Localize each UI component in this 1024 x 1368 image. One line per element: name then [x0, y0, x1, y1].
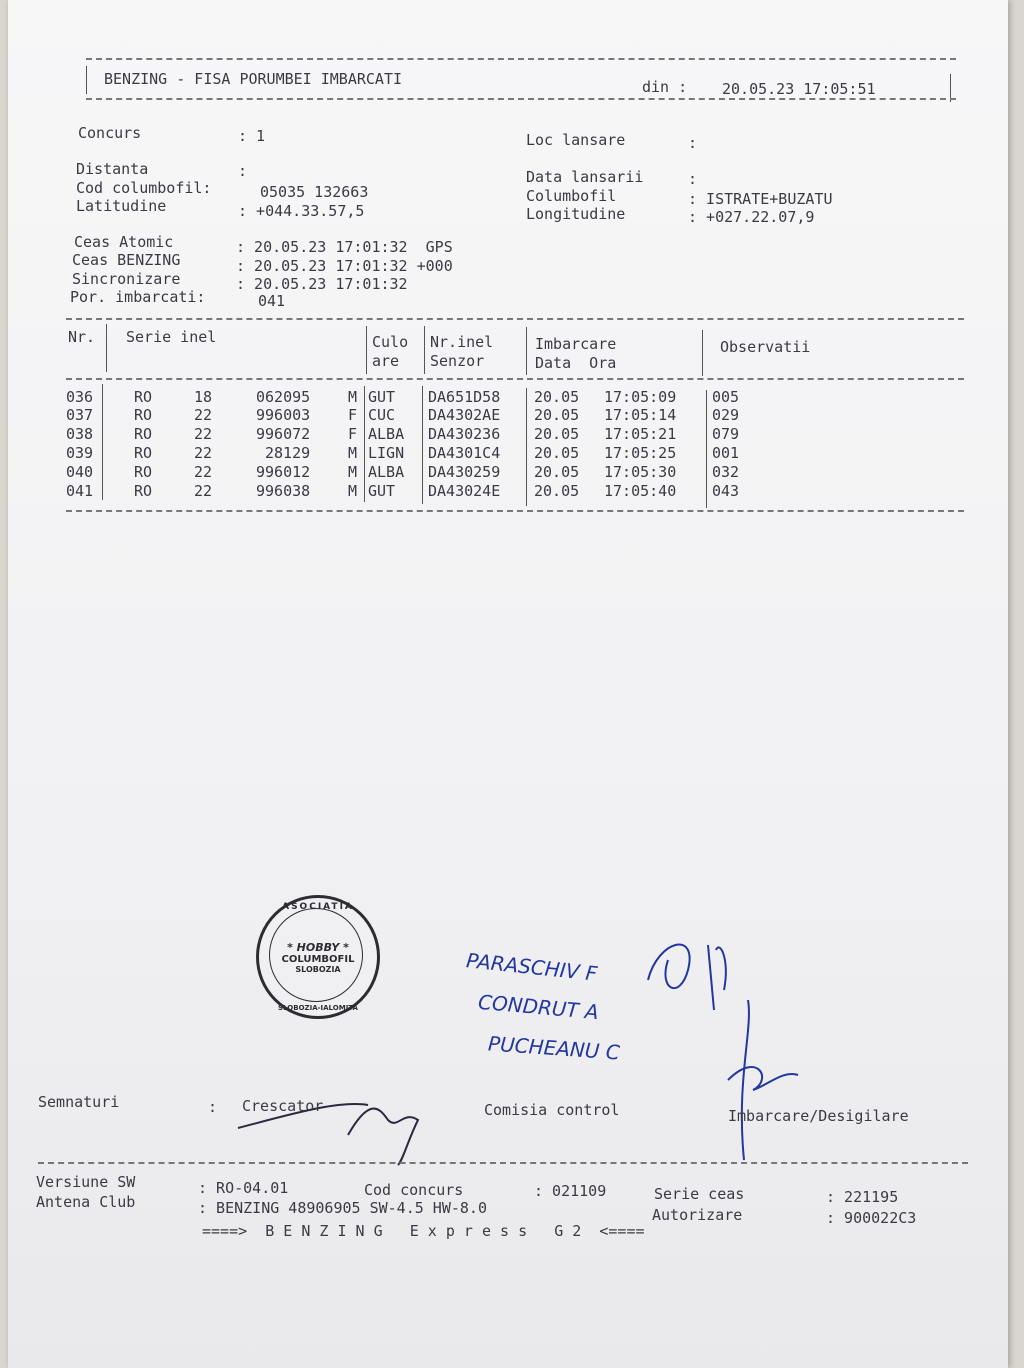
- cell-senzor: DA4302AE: [428, 406, 501, 424]
- porumbei-imbarcati-value: 041: [258, 292, 286, 310]
- distanta-value: :: [238, 162, 248, 180]
- cell-tara: RO: [134, 388, 153, 406]
- cell-cul: GUT: [368, 482, 396, 500]
- cell-an: 22: [194, 444, 213, 462]
- cell-data: 20.05: [534, 444, 580, 462]
- latitudine-label: Latitudine: [76, 197, 167, 215]
- stamp-line-1: * HOBBY *: [287, 940, 349, 954]
- cell-data: 20.05: [534, 388, 580, 406]
- serie-ceas-value: : 221195: [826, 1188, 899, 1206]
- cell-tara: RO: [134, 444, 153, 462]
- cell-tara: RO: [134, 406, 153, 424]
- col-header-nrinel-1: Nr.inel: [430, 333, 494, 351]
- cell-cul: ALBA: [368, 463, 405, 481]
- cell-obs: 001: [712, 444, 740, 462]
- cell-senzor: DA43024E: [428, 482, 501, 500]
- cod-columbofil-value: 05035 132663: [260, 183, 369, 201]
- longitudine-value: : +027.22.07,9: [688, 208, 815, 226]
- data-lansarii-value: :: [688, 170, 698, 188]
- cell-serie: 996072: [256, 425, 311, 443]
- cell-data: 20.05: [534, 425, 580, 443]
- serie-ceas-label: Serie ceas: [654, 1185, 745, 1203]
- sincronizare-label: Sincronizare: [72, 270, 181, 288]
- col-header-nrinel-2: Senzor: [430, 352, 485, 370]
- cell-sex: M: [348, 444, 358, 462]
- cell-tara: RO: [134, 482, 153, 500]
- cell-an: 18: [194, 388, 213, 406]
- document-title: BENZING - FISA PORUMBEI IMBARCATI: [104, 70, 403, 88]
- antena-club-label: Antena Club: [36, 1193, 136, 1211]
- cell-sex: F: [348, 406, 358, 424]
- cell-ora: 17:05:25: [604, 444, 677, 462]
- longitudine-label: Longitudine: [526, 205, 626, 223]
- ceas-atomic-label: Ceas Atomic: [74, 233, 174, 251]
- cell-tara: RO: [134, 463, 153, 481]
- ceas-benzing-value: : 20.05.23 17:01:32 +000: [236, 257, 453, 275]
- cell-sex: M: [348, 463, 358, 481]
- loc-lansare-value: :: [688, 134, 698, 152]
- cod-concurs-label: Cod concurs: [364, 1181, 464, 1199]
- cell-obs: 043: [712, 482, 740, 500]
- signature-commission: [648, 945, 726, 1010]
- document-page: [8, 0, 1008, 1368]
- cell-nr: 037: [66, 406, 94, 424]
- loc-lansare-label: Loc lansare: [526, 131, 626, 149]
- cell-tara: RO: [134, 425, 153, 443]
- cell-data: 20.05: [534, 482, 580, 500]
- brand-line: ====> B E N Z I N G E x p r e s s G 2 <====: [202, 1222, 645, 1240]
- autorizare-label: Autorizare: [652, 1206, 743, 1224]
- din-label: din :: [642, 78, 688, 96]
- cell-obs: 005: [712, 388, 740, 406]
- cell-an: 22: [194, 406, 213, 424]
- cell-nr: 038: [66, 425, 94, 443]
- cell-ora: 17:05:14: [604, 406, 677, 424]
- cell-senzor: DA4301C4: [428, 444, 501, 462]
- cell-senzor: DA430236: [428, 425, 501, 443]
- cod-concurs-value: : 021109: [534, 1182, 607, 1200]
- col-header-observatii: Observatii: [720, 338, 811, 356]
- ceas-benzing-label: Ceas BENZING: [72, 251, 181, 269]
- cell-sex: M: [348, 482, 358, 500]
- cell-obs: 032: [712, 463, 740, 481]
- col-header-serie: Serie inel: [126, 328, 217, 346]
- col-header-culoare-1: Culo: [372, 333, 409, 351]
- handwritten-name-1: PARASCHIV F: [465, 948, 599, 986]
- comisia-control-label: Comisia control: [484, 1101, 620, 1119]
- semnaturi-label: Semnaturi: [38, 1093, 120, 1111]
- sincronizare-value: : 20.05.23 17:01:32: [236, 275, 408, 293]
- concurs-value: : 1: [238, 127, 266, 145]
- data-lansarii-label: Data lansarii: [526, 168, 644, 186]
- cell-ora: 17:05:40: [604, 482, 677, 500]
- signature-embarking: [728, 1000, 798, 1160]
- cell-senzor: DA430259: [428, 463, 501, 481]
- cell-an: 22: [194, 463, 213, 481]
- distanta-label: Distanta: [76, 160, 149, 178]
- handwritten-name-3: PUCHEANU C: [487, 1031, 621, 1065]
- cell-nr: 036: [66, 388, 94, 406]
- cell-serie: 996003: [256, 406, 311, 424]
- cell-cul: LIGN: [368, 444, 405, 462]
- footer-top-border: [38, 1162, 968, 1164]
- cell-cul: CUC: [368, 406, 396, 424]
- versiune-sw-label: Versiune SW: [36, 1173, 136, 1191]
- stamp-line-3: SLOBOZIA: [295, 964, 341, 974]
- cell-nr: 041: [66, 482, 94, 500]
- cell-sex: M: [348, 388, 358, 406]
- concurs-label: Concurs: [78, 124, 142, 142]
- cell-serie: 062095: [256, 388, 311, 406]
- crescator-label: Crescator: [242, 1097, 324, 1115]
- cell-data: 20.05: [534, 406, 580, 424]
- porumbei-imbarcati-label: Por. imbarcati:: [70, 288, 206, 306]
- cell-obs: 029: [712, 406, 740, 424]
- cell-ora: 17:05:09: [604, 388, 677, 406]
- columbofil-value: : ISTRATE+BUZATU: [688, 190, 833, 208]
- columbofil-label: Columbofil: [526, 187, 617, 205]
- cell-serie: 28129: [265, 444, 311, 462]
- cell-ora: 17:05:21: [604, 425, 677, 443]
- cell-data: 20.05: [534, 463, 580, 481]
- col-header-nr: Nr.: [68, 328, 96, 346]
- col-header-imbarcare-1: Imbarcare: [535, 335, 617, 353]
- cell-cul: GUT: [368, 388, 396, 406]
- col-header-imbarcare-2: Data Ora: [535, 354, 617, 372]
- stamp-line-2: COLUMBOFIL: [281, 953, 355, 965]
- cell-cul: ALBA: [368, 425, 405, 443]
- cod-columbofil-label: Cod columbofil:: [76, 179, 212, 197]
- cell-an: 22: [194, 425, 213, 443]
- cell-serie: 996038: [256, 482, 311, 500]
- col-header-culoare-2: are: [372, 352, 400, 370]
- stamp-top-text: ASOCIATIA: [282, 902, 354, 912]
- cell-sex: F: [348, 425, 358, 443]
- autorizare-value: : 900022C3: [826, 1209, 917, 1227]
- latitudine-value: : +044.33.57,5: [238, 202, 365, 220]
- din-value: 20.05.23 17:05:51: [722, 80, 876, 98]
- versiune-sw-value: : RO-04.01: [198, 1179, 289, 1197]
- ceas-atomic-value: : 20.05.23 17:01:32 GPS: [236, 238, 453, 256]
- stamp-bottom-text: SLOBOZIA-IALOMITA: [278, 1004, 358, 1012]
- cell-ora: 17:05:30: [604, 463, 677, 481]
- cell-an: 22: [194, 482, 213, 500]
- cell-nr: 040: [66, 463, 94, 481]
- antena-club-value: : BENZING 48906905 SW-4.5 HW-8.0: [198, 1199, 487, 1217]
- imbarcare-desigilare-label: Imbarcare/Desigilare: [728, 1107, 909, 1125]
- handwritten-name-2: CONDRUT A: [477, 989, 600, 1025]
- cell-serie: 996012: [256, 463, 311, 481]
- semnaturi-colon: :: [208, 1098, 218, 1116]
- cell-nr: 039: [66, 444, 94, 462]
- cell-obs: 079: [712, 425, 740, 443]
- cell-senzor: DA651D58: [428, 388, 501, 406]
